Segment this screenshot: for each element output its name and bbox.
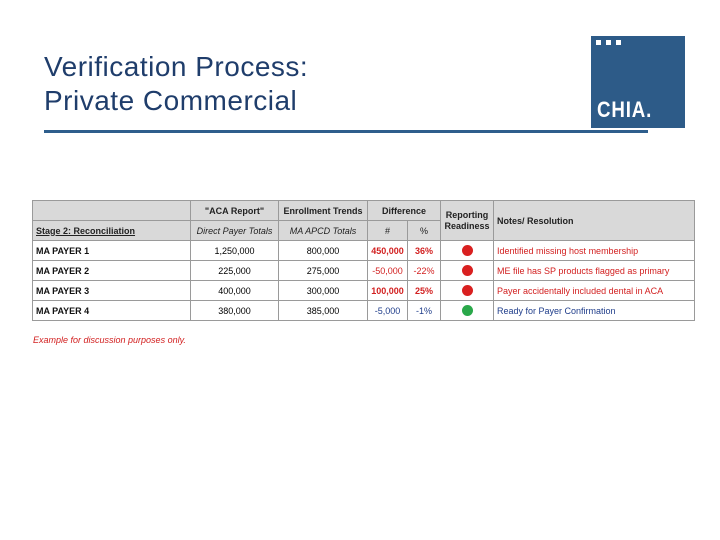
reconciliation-table — [32, 200, 695, 321]
slide-title — [44, 50, 308, 118]
red-status-dot-icon — [462, 285, 473, 296]
payer-name: MA PAYER 3 — [33, 281, 191, 301]
note-text: Payer accidentally included dental in ACA — [494, 281, 695, 301]
title-line-1: Verification Process: — [44, 51, 309, 82]
table-row — [33, 241, 695, 261]
title-underline — [44, 130, 648, 133]
payer-name: MA PAYER 2 — [33, 261, 191, 281]
payer-name: MA PAYER 1 — [33, 241, 191, 261]
title-line-2: Private Commercial — [44, 85, 298, 116]
payer-name: MA PAYER 4 — [33, 301, 191, 321]
note-text: Ready for Payer Confirmation — [494, 301, 695, 321]
diff-pct: 25% — [408, 281, 441, 301]
readiness-cell — [441, 241, 494, 261]
apcd-total: 800,000 — [279, 241, 368, 261]
apcd-total: 385,000 — [279, 301, 368, 321]
table-row — [33, 261, 695, 281]
diff-num: -5,000 — [368, 301, 408, 321]
diff-num: 450,000 — [368, 241, 408, 261]
aca-total: 380,000 — [191, 301, 279, 321]
header-readiness-line-1: Reporting — [445, 209, 489, 220]
note-text: Identified missing host membership — [494, 241, 695, 261]
header-ma-apcd-totals: MA APCD Totals — [279, 221, 368, 241]
table-row — [33, 281, 695, 301]
chia-logo — [591, 36, 685, 128]
apcd-total: 300,000 — [279, 281, 368, 301]
green-status-dot-icon — [462, 305, 473, 316]
header-enrollment-trends: Enrollment Trends — [279, 201, 368, 221]
diff-pct: -1% — [408, 301, 441, 321]
footnote: Example for discussion purposes only. — [33, 335, 186, 345]
header-direct-payer-totals: Direct Payer Totals — [191, 221, 279, 241]
diff-pct: 36% — [408, 241, 441, 261]
diff-pct: -22% — [408, 261, 441, 281]
header-reporting-readiness — [441, 201, 494, 241]
header-pct: % — [408, 221, 441, 241]
aca-total: 1,250,000 — [191, 241, 279, 261]
header-num: # — [368, 221, 408, 241]
red-status-dot-icon — [462, 265, 473, 276]
diff-num: -50,000 — [368, 261, 408, 281]
header-stage: Stage 2: Reconciliation — [33, 221, 191, 241]
header-difference: Difference — [368, 201, 441, 221]
logo-text: CHIA. — [597, 97, 653, 122]
aca-total: 225,000 — [191, 261, 279, 281]
logo-dots-icon — [596, 40, 621, 45]
header-readiness-line-2: Readiness — [444, 220, 490, 231]
aca-total: 400,000 — [191, 281, 279, 301]
readiness-cell — [441, 301, 494, 321]
readiness-cell — [441, 261, 494, 281]
note-text: ME file has SP products flagged as primary — [494, 261, 695, 281]
diff-num: 100,000 — [368, 281, 408, 301]
red-status-dot-icon — [462, 245, 473, 256]
readiness-cell — [441, 281, 494, 301]
header-notes: Notes/ Resolution — [494, 201, 695, 241]
header-row-1 — [33, 201, 695, 221]
header-aca-report: "ACA Report" — [191, 201, 279, 221]
apcd-total: 275,000 — [279, 261, 368, 281]
table-row — [33, 301, 695, 321]
header-blank — [33, 201, 191, 221]
